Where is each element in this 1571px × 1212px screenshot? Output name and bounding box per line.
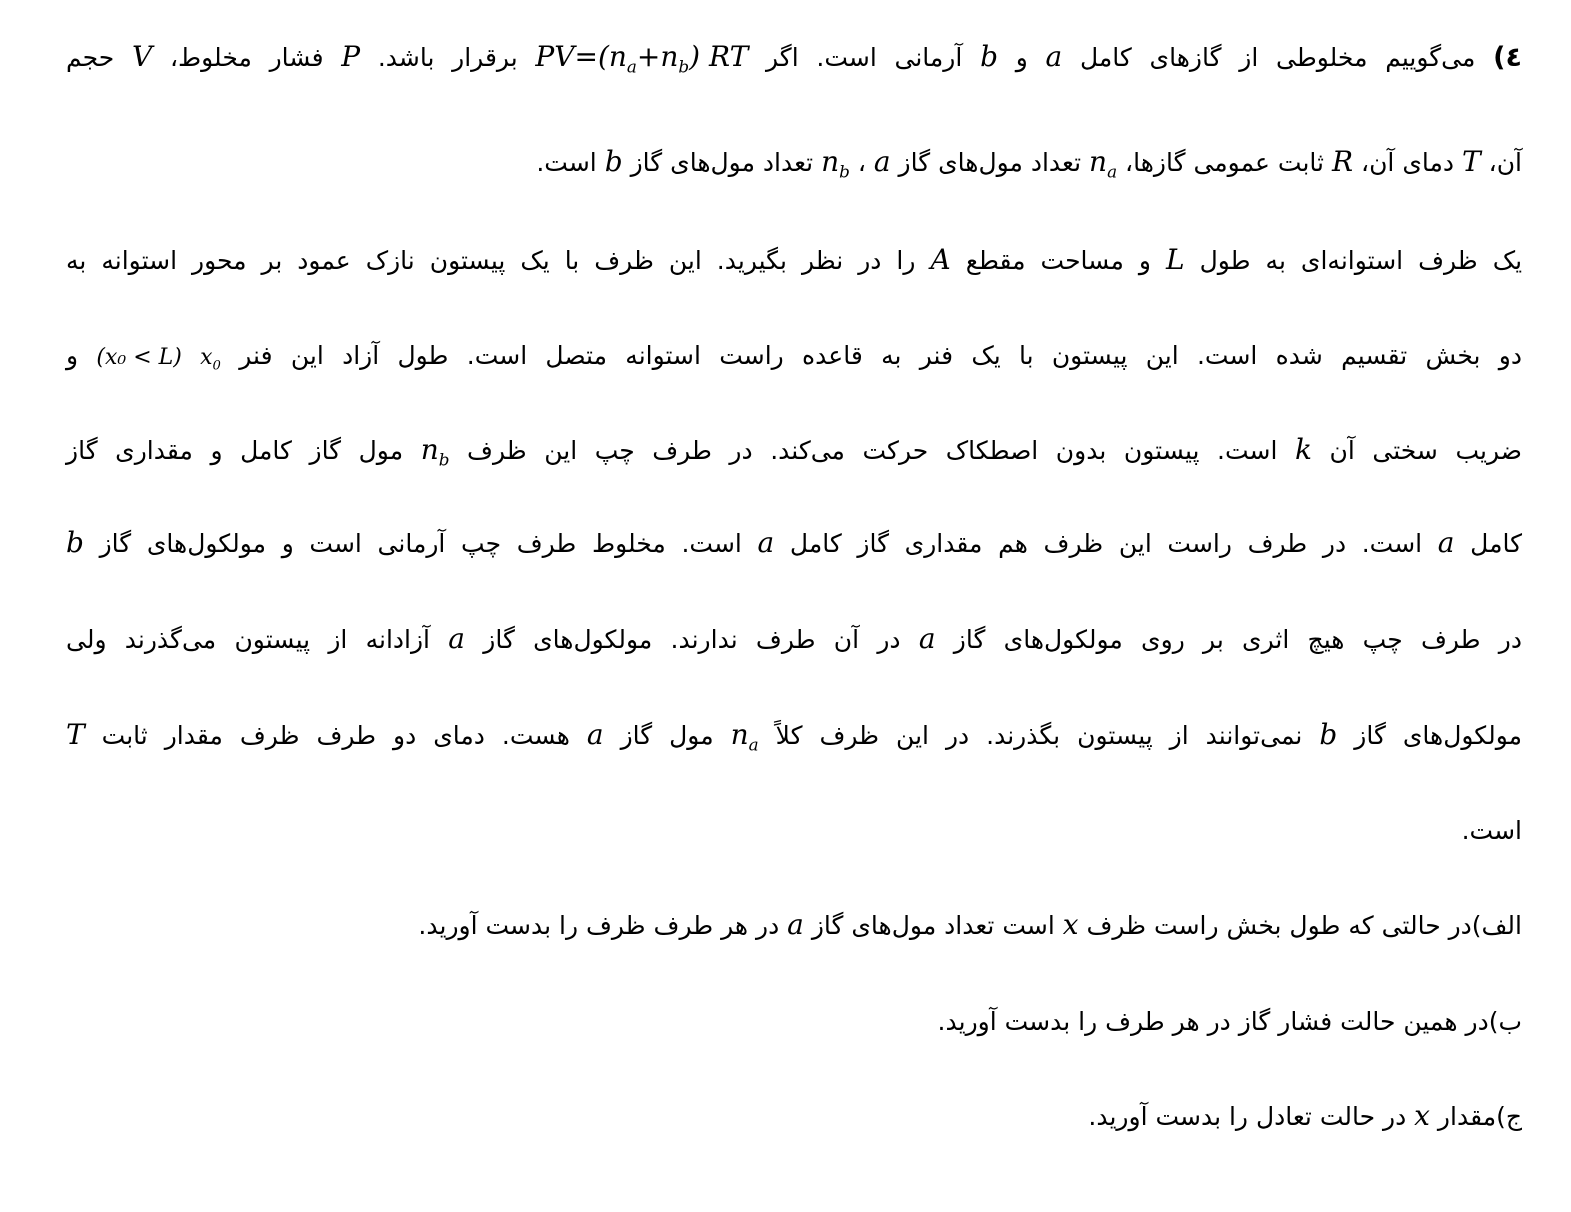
text-segment: نمی‌توانند از پیستون بگذرند. در این ظرف کلاً [775,721,1303,750]
paragraph-line-5 [66,431,1522,479]
math-t: T [1461,145,1481,178]
math-b: b [66,526,84,559]
paragraph-line-4 [66,337,1522,385]
text-segment: است. [1461,816,1522,845]
text-segment: می‌گوییم مخلوطی از گازهای کامل [1079,43,1476,72]
text-segment: و [1015,43,1028,72]
text-segment: در آن طرف ندارند. مولکول‌های گاز [483,625,901,654]
text-segment: مولکول‌های گاز [1354,721,1523,750]
text-segment: است. در طرف راست این ظرف هم مقداری گاز کامل [789,529,1423,558]
paragraph-line-2 [66,143,1522,191]
text-segment: در حالت تعادل را بدست آورید. [1088,1102,1407,1131]
math-a: a [787,908,804,941]
math-a: a [1437,526,1455,559]
math-p: P [341,40,361,73]
math-a: a [918,622,936,655]
text-segment: است. مخلوط طرف چپ آرمانی است و مولکول‌های گاز [99,529,742,558]
text-segment: دمای آن، [1361,148,1455,177]
text-segment: تعداد مول‌های گاز [898,148,1082,177]
text-segment: را در نظر بگیرید. این ظرف با یک پیستون نازک عمود بر محور استوانه به [66,246,916,275]
math-v: V [131,40,153,73]
text-segment: حجم [66,43,115,72]
paragraph-line-9 [66,812,1522,850]
text-segment: آرمانی است. اگر [766,43,963,72]
text-segment: برقرار باشد. [377,43,518,72]
math-a: a [586,718,604,751]
text-segment: در طرف چپ هیچ اثری بر روی مولکول‌های گاز [953,625,1523,654]
text-segment: ج)مقدار [1437,1102,1522,1131]
paragraph-line-7 [66,620,1522,659]
paragraph-line-3 [66,241,1522,280]
text-segment: فشار مخلوط، [169,43,324,72]
text-segment: ضریب سختی آن [1329,436,1522,465]
math-l: L [1165,243,1185,276]
math-a: a [873,145,891,178]
math-nb: $n_b$ [821,145,850,182]
text-segment: ثابت عمومی گازها، [1125,148,1324,177]
text-segment: مول گاز کامل و مقداری گاز [66,436,404,465]
document-page [66,0,1522,1212]
text-segment: تعداد مول‌های گاز [630,148,814,177]
question-alef [66,906,1522,945]
text-segment: هست. دمای دو طرف ظرف مقدار ثابت [101,721,570,750]
math-x: x [1414,1099,1430,1132]
math-x: x [1062,908,1079,941]
math-x0: $x_0$ [200,345,221,374]
text-segment: و [66,341,79,370]
text-segment: آزادانه از پیستون می‌گذرند ولی [66,625,431,654]
math-k: k [1295,433,1312,466]
question-be [66,1003,1522,1041]
math-a: a [1045,40,1063,73]
math-na: $n_a$ [730,718,759,755]
paragraph-line-6 [66,524,1522,563]
text-segment: یک ظرف استوانه‌ای به طول [1199,246,1523,275]
math-b: b [604,145,623,178]
math-na: $n_a$ [1089,145,1118,182]
math-t: T [66,718,85,751]
text-segment: مول گاز [620,721,714,750]
math-area: A [930,243,951,276]
text-segment: در هر طرف ظرف را بدست آورید. [418,911,780,940]
math-a: a [448,622,465,655]
text-segment: ، [857,148,866,177]
text-segment: و مساحت مقطع [965,246,1151,275]
text-segment: دو بخش تقسیم شده است. این پیستون با یک فنر به قاعده راست استوانه متصل است. طول آزاد این فنر [239,341,1523,370]
text-segment: است. [536,148,597,177]
math-b: b [1319,718,1338,751]
math-b: b [980,40,998,73]
text-segment: ب)در همین حالت فشار گاز در هر طرف را بدست آورید. [937,1007,1522,1036]
math-equation: $PV=(n_a+n_b)$ RT [535,40,749,77]
text-segment: الف)در حالتی که طول بخش راست ظرف [1086,911,1522,940]
math-x0-condition: (x₀ < L) [96,345,182,370]
text-segment: است تعداد مول‌های گاز [811,911,1055,940]
text-segment: آن، [1488,148,1522,177]
text-segment: کامل [1470,529,1523,558]
text-segment: است. پیستون بدون اصطکاک حرکت می‌کند. در طرف چپ این ظرف [467,436,1278,465]
problem-number: ٤) [1493,42,1522,73]
math-a: a [757,526,775,559]
math-r: R [1331,145,1354,178]
question-jim [66,1097,1522,1136]
paragraph-line-1 [66,38,1522,86]
math-nb: $n_b$ [420,433,450,470]
paragraph-line-8 [66,716,1522,764]
